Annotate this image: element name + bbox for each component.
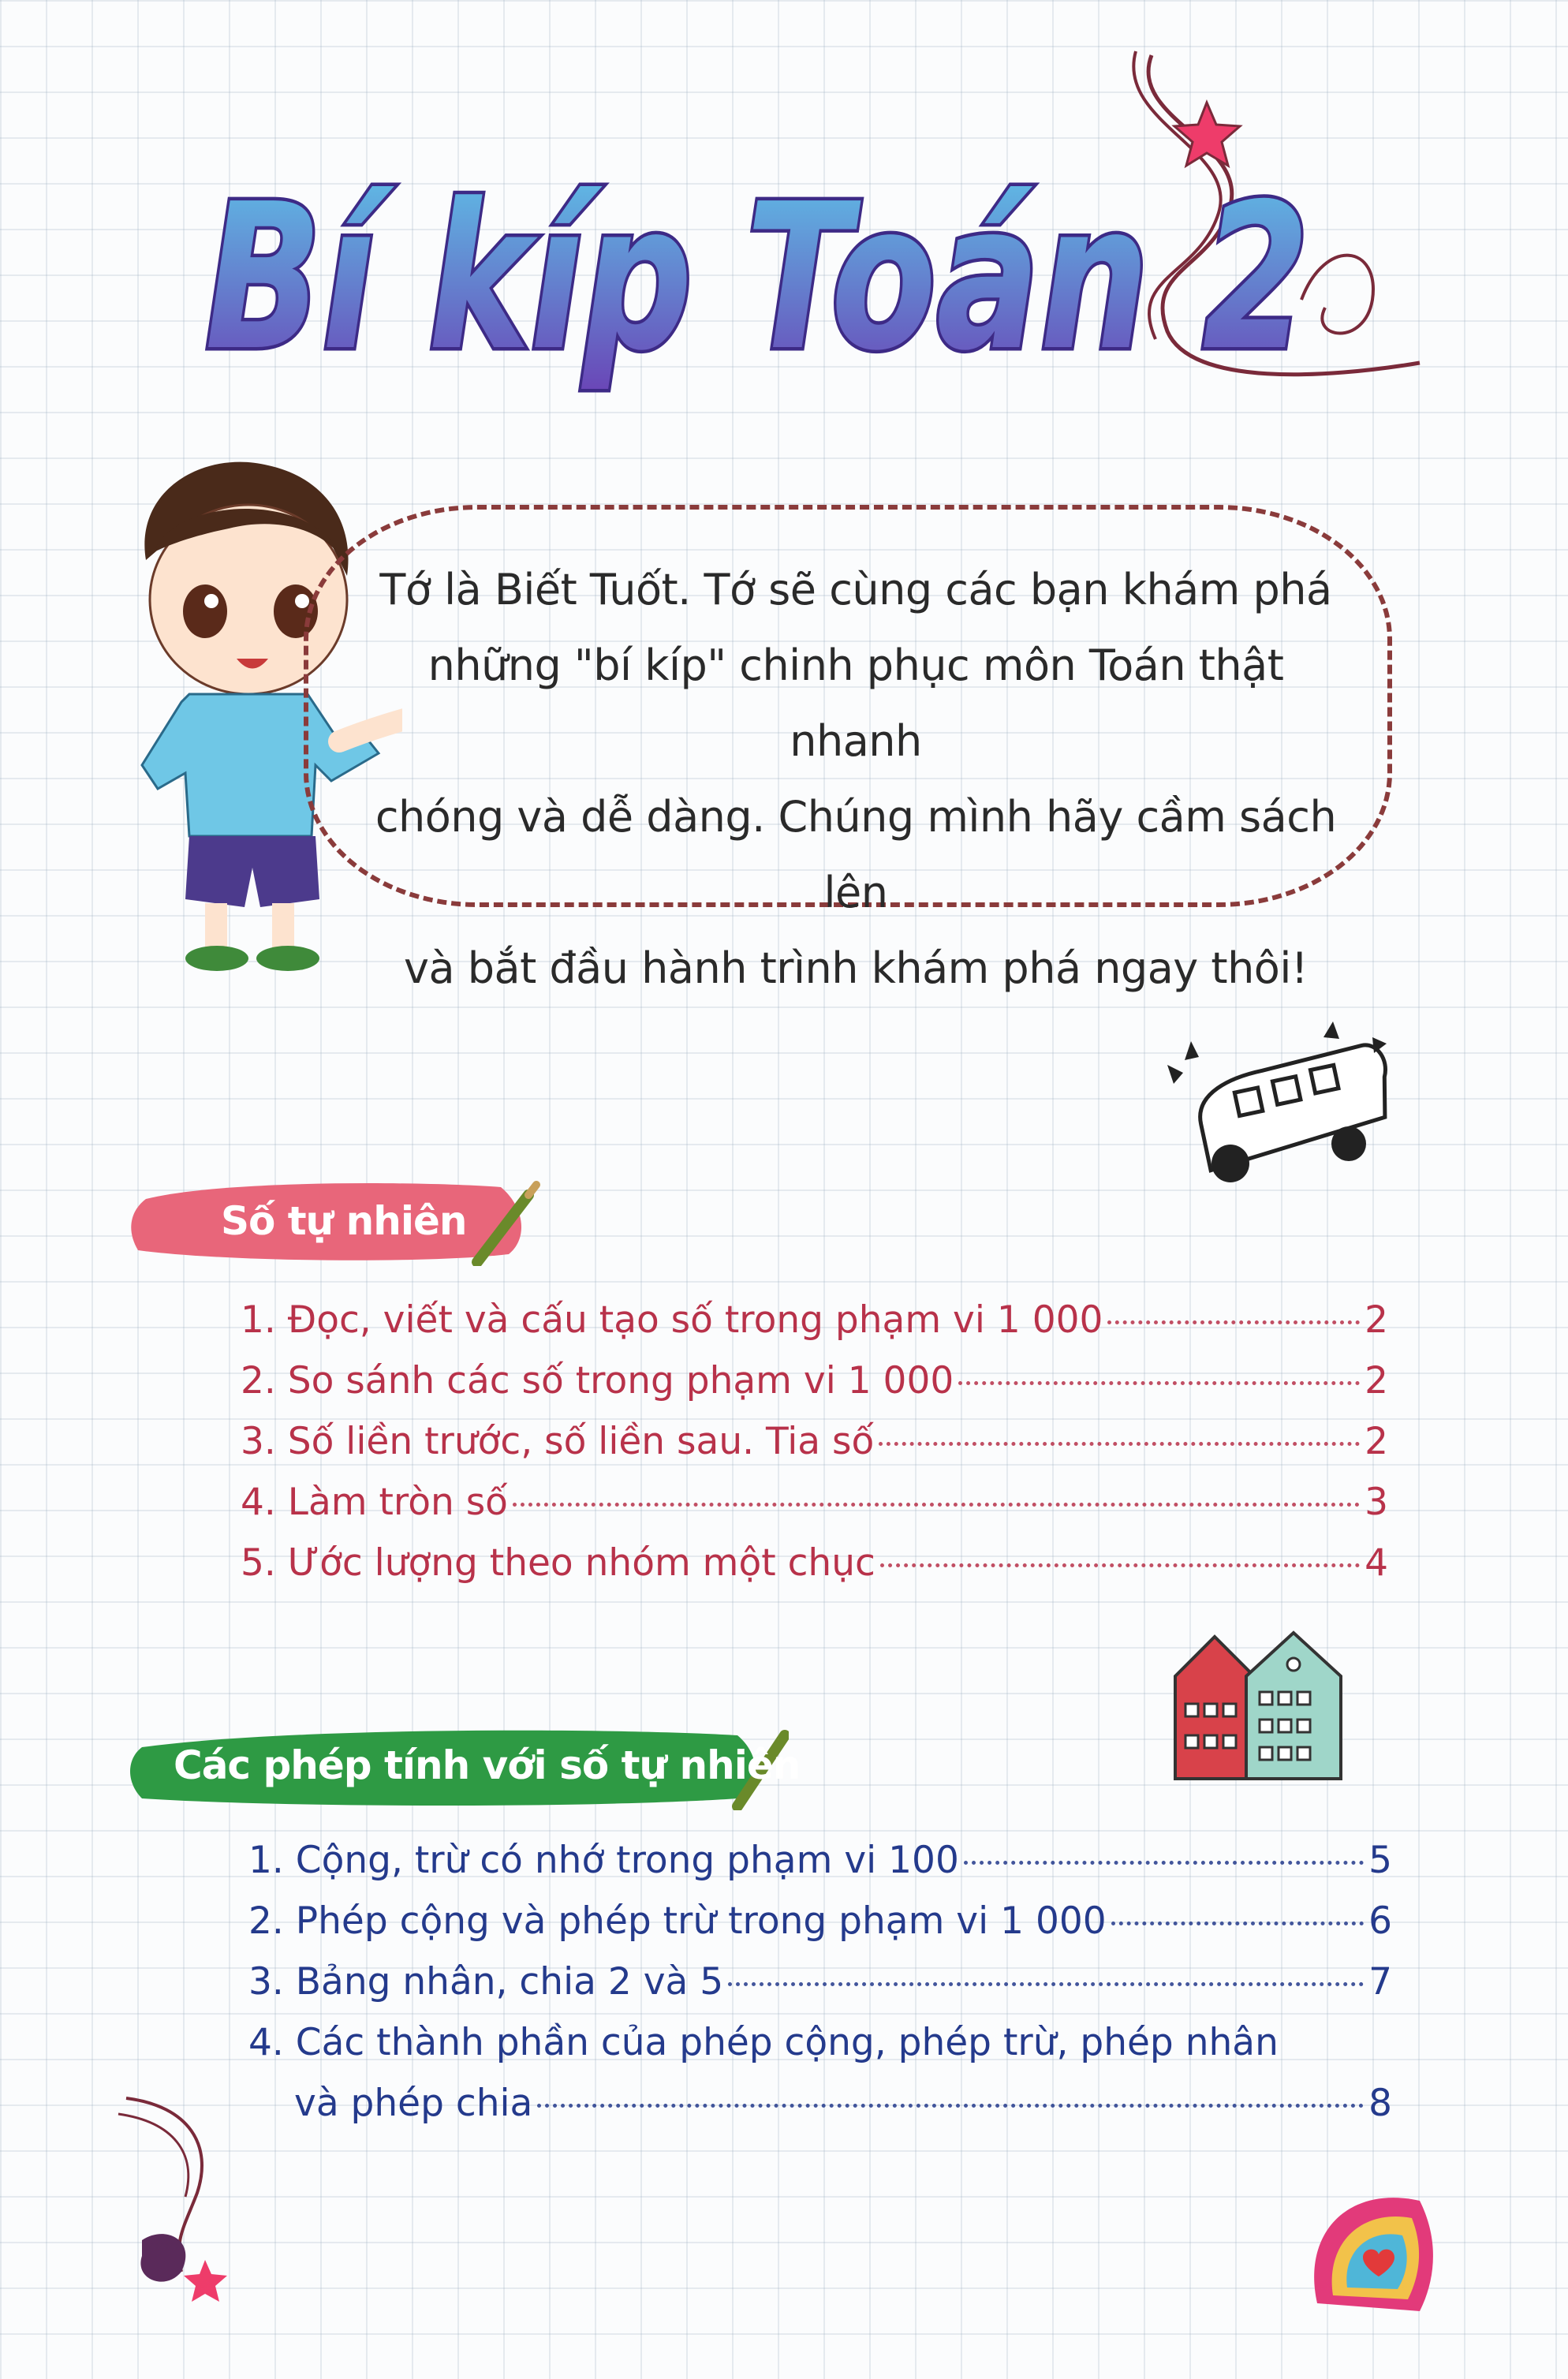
toc-item-continuation: và phép chia	[294, 2082, 533, 2125]
toc-item[interactable]	[241, 1472, 1388, 1533]
toc-item[interactable]	[241, 1350, 1388, 1411]
page-title	[197, 146, 1365, 406]
toc-item-label: 1. Đọc, viết và cấu tạo số trong phạm vi 1 000	[241, 1298, 1103, 1342]
toc-list-so-tu-nhien	[241, 1290, 1388, 1593]
toc-item-label: 4. Làm tròn số	[241, 1481, 508, 1524]
toc-item-page: 4	[1365, 1541, 1388, 1585]
toc-item-label: 5. Ước lượng theo nhóm một chục	[241, 1541, 875, 1585]
toc-item-page: 8	[1368, 2082, 1392, 2125]
section-banner-so-tu-nhien	[130, 1175, 540, 1266]
intro-line: những "bí kíp" chinh phục môn Toán thật nhanh	[427, 640, 1284, 766]
rainbow-heart-icon	[1301, 2169, 1443, 2319]
toc-item-page: 2	[1365, 1420, 1388, 1463]
toc-item-page: 2	[1365, 1359, 1388, 1402]
houses-doodle-icon	[1171, 1629, 1349, 1783]
toc-item-label: 2. So sánh các số trong phạm vi 1 000	[241, 1359, 954, 1402]
dot-leader	[537, 2104, 1364, 2108]
toc-item[interactable]	[241, 1533, 1388, 1593]
dot-leader	[1111, 1922, 1364, 1925]
dot-leader	[880, 1563, 1360, 1567]
toc-item-page: 7	[1368, 1960, 1392, 2004]
dot-leader	[958, 1381, 1360, 1385]
toc-item-page: 3	[1365, 1481, 1388, 1524]
intro-line: Tớ là Biết Tuốt. Tớ sẽ cùng các bạn khám phá	[379, 565, 1332, 614]
dot-leader	[1107, 1320, 1360, 1324]
toc-item[interactable]	[241, 1290, 1388, 1350]
page-title-text: Bí kíp Toán 2	[205, 161, 1309, 395]
dot-leader	[879, 1442, 1360, 1446]
toc-item-label: 2. Phép cộng và phép trừ trong phạm vi 1 000	[248, 1899, 1107, 1943]
toc-item[interactable]	[248, 1891, 1392, 1951]
toc-item-page: 6	[1368, 1899, 1392, 1943]
dot-leader	[513, 1503, 1360, 1507]
dot-leader	[964, 1861, 1364, 1865]
section-banner-cac-phep-tinh	[130, 1720, 801, 1810]
toc-item[interactable]	[248, 2073, 1392, 2134]
section-heading: Các phép tính với số tự nhiên	[174, 1742, 801, 1788]
toc-item-label[interactable]: 4. Các thành phần của phép cộng, phép trừ, phép nhân	[248, 2021, 1279, 2064]
section-heading: Số tự nhiên	[221, 1197, 467, 1244]
toc-item-page: 5	[1368, 1839, 1392, 1882]
toc-item-label: 1. Cộng, trừ có nhớ trong phạm vi 100	[248, 1839, 959, 1882]
toc-item[interactable]	[248, 1951, 1392, 2012]
intro-line: chóng và dễ dàng. Chúng mình hãy cầm sách lên	[375, 792, 1337, 917]
toc-item[interactable]	[241, 1411, 1388, 1472]
toc-item-page: 2	[1365, 1298, 1388, 1342]
dot-leader	[728, 1982, 1364, 1986]
toc-list-cac-phep-tinh	[248, 1830, 1392, 2134]
toc-item[interactable]	[248, 1830, 1392, 1891]
swirl-star-decoration-bottom	[110, 2082, 268, 2303]
car-doodle-icon	[1152, 1018, 1404, 1199]
toc-item-label: 3. Bảng nhân, chia 2 và 5	[248, 1960, 724, 2004]
intro-line: và bắt đầu hành trình khám phá ngay thôi!	[403, 943, 1308, 993]
toc-item-label: 3. Số liền trước, số liền sau. Tia số	[241, 1420, 875, 1463]
intro-text	[371, 552, 1341, 1007]
